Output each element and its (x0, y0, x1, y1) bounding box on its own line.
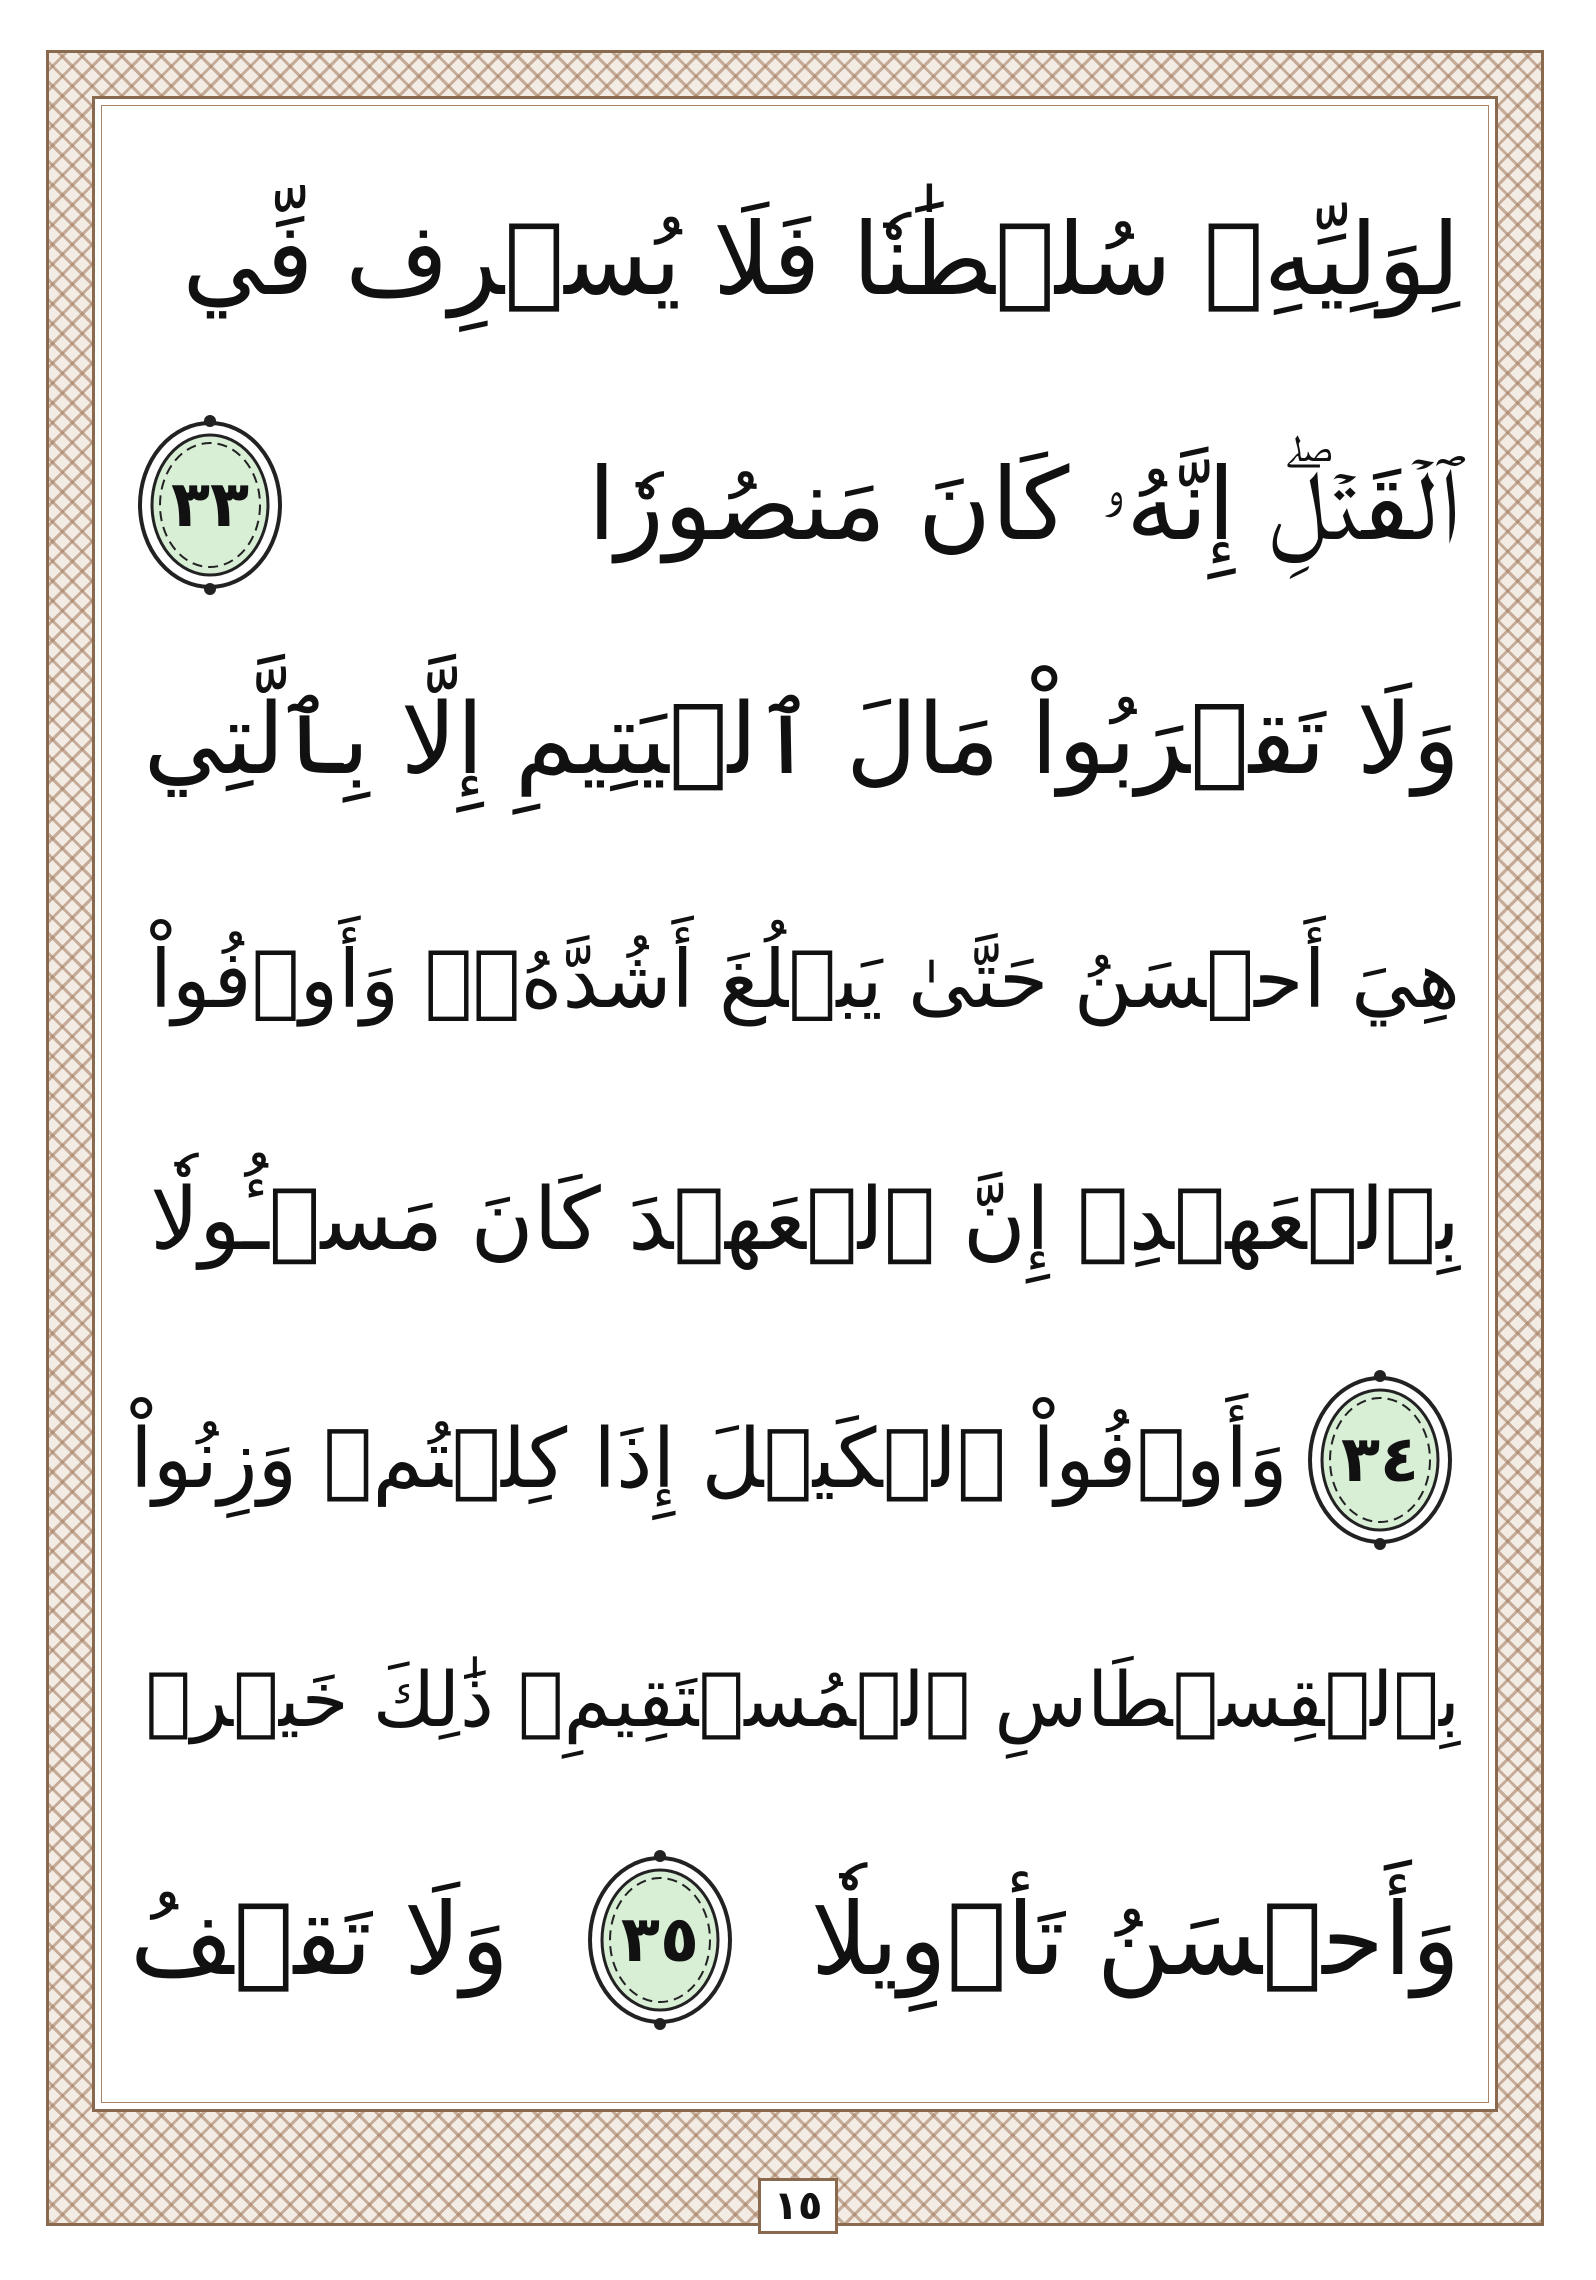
verse-text: وَأَحۡسَنُ تَأۡوِيلٗا (810, 1881, 1460, 1998)
ayah-number: ٣٣ (170, 468, 250, 542)
verse-text: لِوَلِيِّهِۦ سُلۡطَٰنٗا فَلَا يُسۡرِف فِّي (182, 201, 1460, 318)
verse-text: ٱلۡقَتۡلِۖ إِنَّهُۥ كَانَ مَنصُورٗا (587, 446, 1460, 563)
verse-text: بِٱلۡعَهۡدِۖ إِنَّ ٱلۡعَهۡدَ كَانَ مَسۡـُٔولٗا (150, 1170, 1460, 1270)
text-line-2 (130, 405, 1460, 605)
page-number: ١٥ (773, 2183, 823, 2229)
ayah-marker (1300, 1360, 1460, 1560)
page-number-box (758, 2178, 838, 2234)
text-line-5 (130, 1120, 1460, 1320)
ayah-marker (130, 405, 290, 605)
verse-text: وَلَا تَقۡفُ (130, 1881, 510, 1998)
text-line-7 (130, 1600, 1460, 1800)
text-line-8 (130, 1840, 1460, 2040)
text-line-1 (130, 160, 1460, 360)
ayah-number: ٣٥ (620, 1903, 700, 1977)
verse-text: وَلَا تَقۡرَبُواْ مَالَ ٱلۡيَتِيمِ إِلَّا بِٱلَّتِي (143, 683, 1460, 797)
verse-text: هِيَ أَحۡسَنُ حَتَّىٰ يَبۡلُغَ أَشُدَّهُۥۚ وَأَوۡفُواْ (149, 933, 1460, 1026)
verse-text: وَأَوۡفُواْ ٱلۡكَيۡلَ إِذَا كِلۡتُمۡ وَزِنُواْ (130, 1412, 1288, 1507)
quran-text (130, 150, 1460, 2090)
ayah-number: ٣٤ (1340, 1423, 1420, 1497)
text-line-6 (130, 1360, 1460, 1560)
verse-text: بِٱلۡقِسۡطَاسِ ٱلۡمُسۡتَقِيمِۚ ذَٰلِكَ خَيۡرٞ (145, 1655, 1460, 1744)
text-line-3 (130, 640, 1460, 840)
ayah-marker (580, 1840, 740, 2040)
text-line-4 (130, 880, 1460, 1080)
